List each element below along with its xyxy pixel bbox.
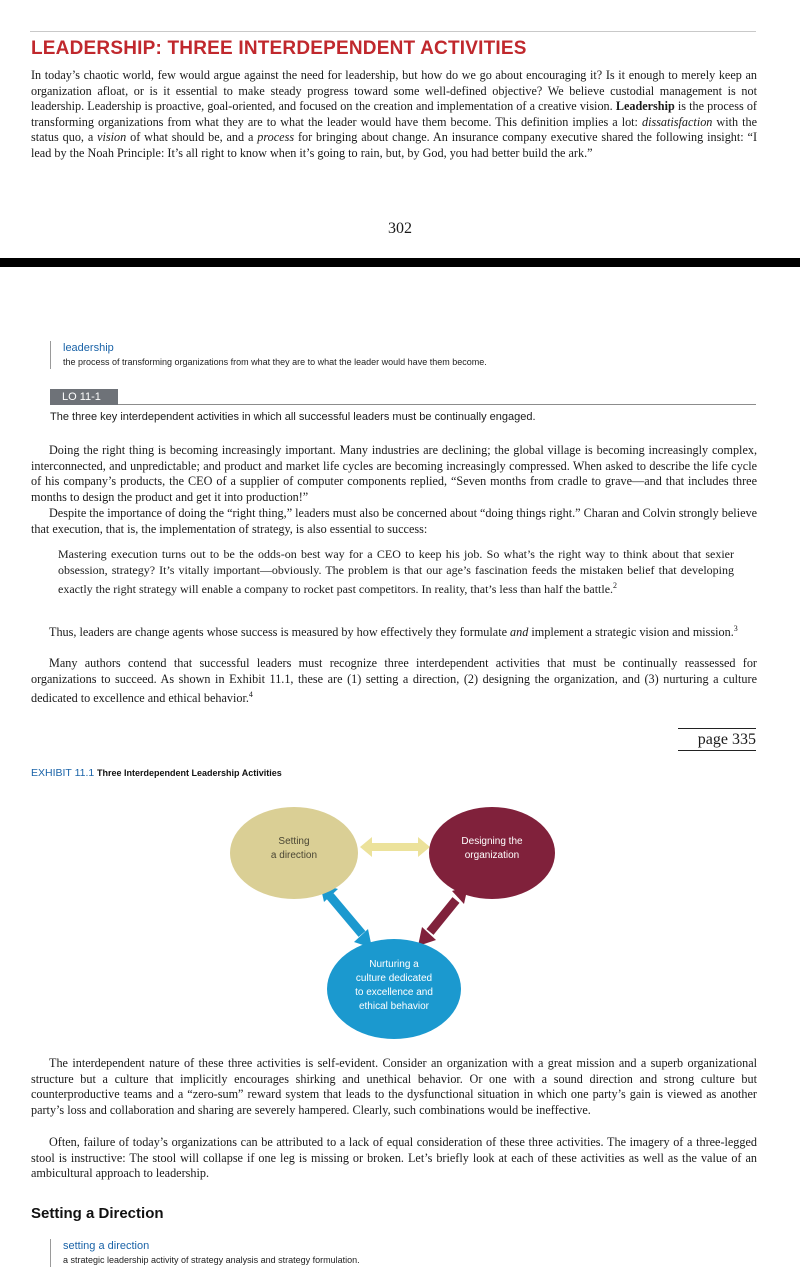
designing-line-2: organization [464, 850, 520, 861]
glossary-setting-direction [50, 1239, 360, 1267]
nurturing-line-3: to excellence and [355, 987, 433, 998]
setting-direction-label [244, 835, 344, 863]
body-paragraph-7: Often, failure of today’s organizations can be attributed to a lack of equal consideration of these three activities. The imagery of a three-legged stool is instructive: The stool will collapse if one leg is missing or broken. Let’s briefly look at each of these activities as well as the value of an ambicultural approach to leadership. [31, 1135, 757, 1181]
body-paragraph-3: Despite the importance of doing the “right thing,” leaders must also be concerned about “doing things right.” Charan and Colvin strongly believe that execution, that is, the implementation of strategy, is also essential to success: [31, 506, 757, 536]
setting-line-1: Setting [278, 836, 310, 847]
nurturing-culture-label [334, 958, 454, 1014]
glossary-leadership [50, 341, 487, 369]
intro-text-e: for bringing about change. An insurance company executive shared the following insight: “I lead by the Noah Principle: It’s all right to know when it’s going to rain, but, by God, you had better build the ark.” [31, 130, 757, 160]
glossary-definition: a strategic leadership activity of strategy analysis and strategy formulation. [63, 1255, 360, 1265]
section-title: LEADERSHIP: THREE INTERDEPENDENT ACTIVITIES [31, 38, 527, 59]
double-arrow-horizontal [360, 837, 430, 857]
body-paragraph-2: Doing the right thing is becoming increasingly important. Many industries are declining; the global village is becoming increasingly complex, interconnected, and unpredictable; and product and market life cycles are becoming increasingly compressed. When asked to describe the life cycle of his company’s products, the CEO of a supplier of computer components replied, “Seven months from cradle to grave—and that includes three months to design the product and get it into production!” [31, 443, 757, 504]
glossary-term: leadership [63, 342, 114, 354]
quote-footnote: 2 [613, 581, 618, 590]
exhibit-heading [31, 767, 282, 779]
arrow-designing-to-nurturing [418, 886, 468, 946]
p4-italic-and: and [510, 625, 529, 640]
glossary-term: setting a direction [63, 1240, 150, 1252]
designing-organization-label [442, 835, 542, 863]
page-break-bar [0, 258, 800, 267]
top-rule [30, 31, 756, 32]
intro-italic-process: process [257, 130, 295, 145]
intro-italic-vision: vision [97, 130, 127, 145]
designing-line-1: Designing the [461, 836, 523, 847]
lo-badge: LO 11-1 [50, 389, 118, 405]
p4-text-a: Thus, leaders are change agents whose success is measured by how effectively they formulate [49, 625, 511, 640]
p4-text-b: implement a strategic vision and mission. [528, 625, 734, 640]
intro-text-a: In today’s chaotic world, few would argue against the need for leadership, but how do we go about encouraging it? Is it enough to merely keep an organization afloat, or is it essential to make steady progress toward some well-defined objective? We believe custodial management is not leadership. Leadership is proactive, goal-oriented, and focused on the creation and implementation of a creative vision. [31, 68, 757, 114]
page-number: 302 [388, 220, 412, 237]
lo-rule [118, 404, 756, 405]
intro-text-d: of what should be, and a [126, 130, 258, 145]
exhibit-label: EXHIBIT 11.1 [31, 767, 95, 779]
nurturing-line-1: Nurturing a [369, 959, 419, 970]
page-reference: page 335 [678, 728, 756, 751]
p5-footnote: 4 [248, 690, 253, 700]
arrow-setting-to-nurturing [320, 884, 372, 948]
intro-italic-dissatisfaction: dissatisfaction [641, 114, 713, 129]
nurturing-line-4: ethical behavior [358, 1001, 430, 1012]
block-quote [58, 546, 734, 597]
intro-paragraph [31, 68, 757, 162]
lo-text: The three key interdependent activities in which all successful leaders must be continually engaged. [50, 411, 536, 423]
glossary-definition: the process of transforming organizations from what they are to what the leader would have them become. [63, 357, 487, 367]
p5-text: Many authors contend that successful leaders must recognize three interdependent activities that must be continually reassessed for organizations to succeed. As shown in Exhibit 11.1, these are (1) setting a direction, (2) designing the organization, and (3) nurturing a culture dedicated to excellence and ethical behavior. [31, 656, 757, 706]
body-paragraph-5 [31, 656, 757, 707]
body-paragraph-6: The interdependent nature of these three activities is self-evident. Consider an organization with a great mission and a superb organizational structure but a culture that implicitly encourages shirking and unethical behavior. Or one with a sound direction and strong culture but counterproductive teams and a “zero-sum” reward system that leads to the dysfunctional situation in which one party’s gain is viewed as another party’s loss and collaboration and sharing are severely hampered. Clearly, such combinations would be ineffective. [31, 1056, 757, 1117]
body-paragraph-4 [31, 621, 757, 641]
exhibit-caption: Three Interdependent Leadership Activities [97, 768, 282, 778]
p4-footnote: 3 [733, 624, 738, 633]
nurturing-line-2: culture dedicated [355, 973, 433, 984]
quote-text: Mastering execution turns out to be the odds-on best way for a CEO to keep his job. So what’s the right way to think about that sexier obsession, strategy? It’s vitally important—obviously. The problem is that our age’s fascination feeds the mistaken belief that developing exactly the right strategy will enable a company to rocket past competitors. In reality, that’s less than half the battle. [58, 547, 734, 596]
intro-bold-leadership: Leadership [615, 99, 675, 114]
intro-text-c: with the status quo, a [31, 114, 757, 145]
subsection-title: Setting a Direction [31, 1205, 164, 1222]
setting-line-2: a direction [270, 850, 318, 861]
intro-text-b: is the process of transforming organizations from what they are to what the leader would have them become. This definition implies a lot: [31, 99, 757, 129]
